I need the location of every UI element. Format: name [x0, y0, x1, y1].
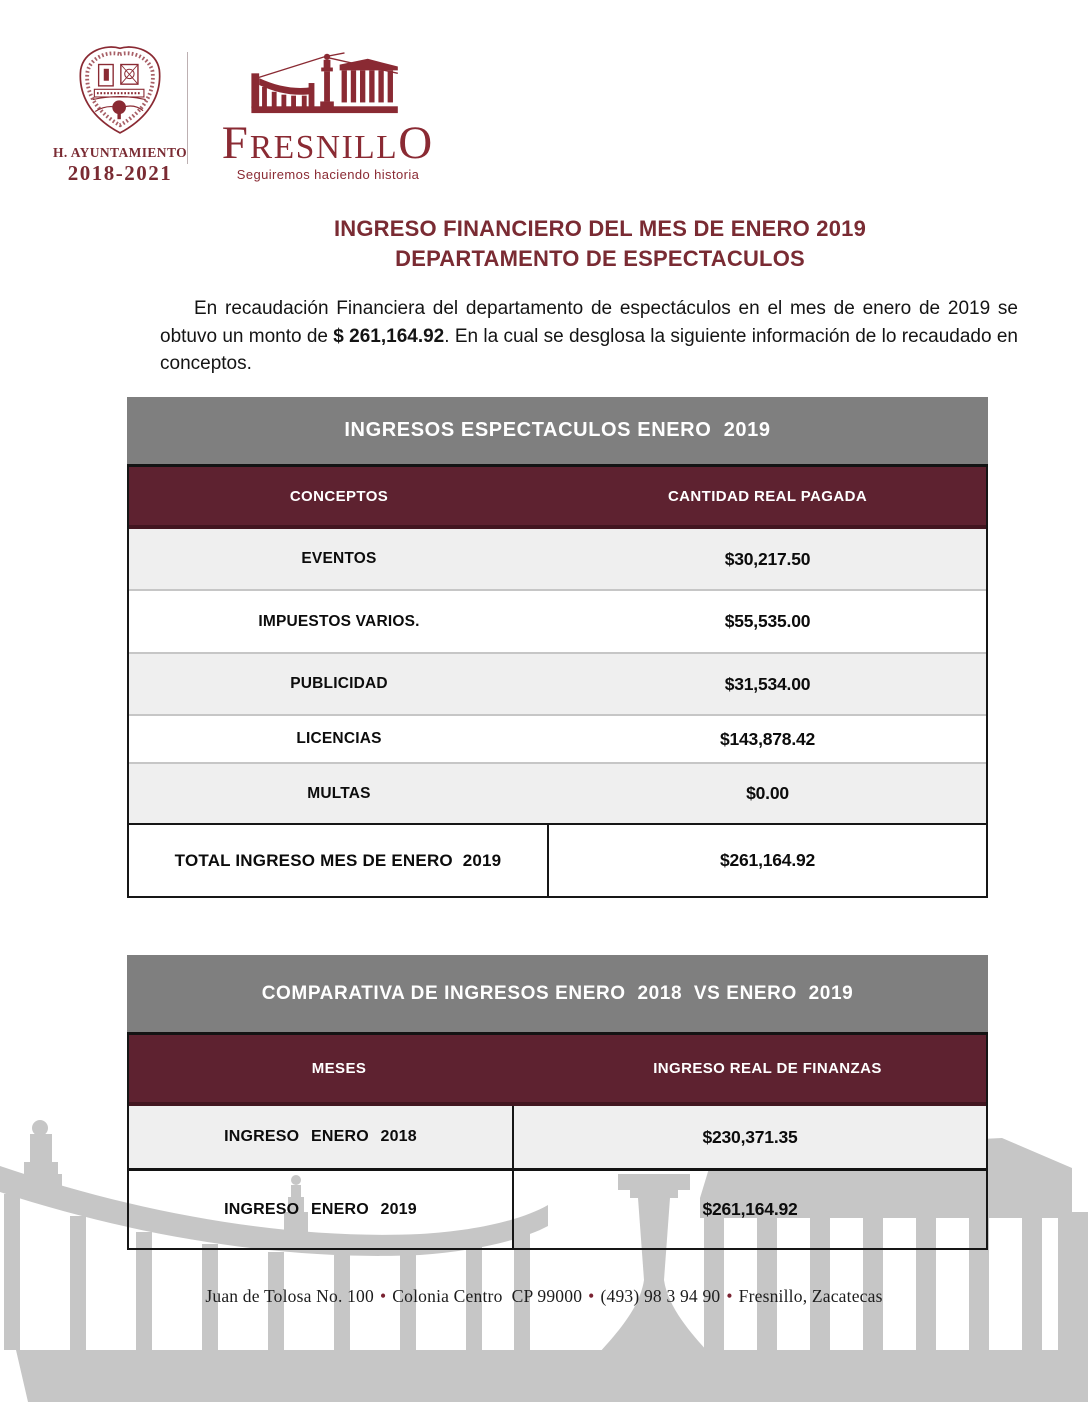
fresnillo-monument-icon: [250, 52, 406, 116]
concept-cell: PUBLICIDAD: [290, 675, 388, 692]
table-row: [129, 1106, 986, 1168]
header-divider-line: [187, 52, 188, 164]
table2-body: [127, 1035, 988, 1250]
footer-street: Juan de Tolosa No. 100: [205, 1286, 374, 1306]
table-row: [129, 1168, 986, 1248]
table1-header-row: [129, 467, 986, 529]
title-line-2: DEPARTAMENTO DE ESPECTACULOS: [395, 246, 805, 271]
intro-text-before: En recaudación Financiera del departamento de espectáculos en el mes de enero de 2019 se obtuvo un monto de: [160, 298, 1018, 347]
table1-col-conceptos: CONCEPTOS: [289, 487, 389, 505]
table1-col-cantidad: CANTIDAD REAL PAGADA: [667, 487, 868, 505]
title-line-1: INGRESO FINANCIERO DEL MES DE ENERO 2019: [333, 216, 867, 241]
table-row: [129, 589, 986, 652]
seal-caption: H. AYUNTAMIENTO: [52, 145, 188, 160]
footer-colonia-cp: Colonia Centro CP 99000: [392, 1286, 583, 1306]
table-row: [129, 652, 986, 714]
table2-header-row: [129, 1035, 986, 1106]
amount-cell: $55,535.00: [724, 611, 811, 631]
municipal-seal-icon: [73, 40, 167, 142]
wordmark-first-letter: F: [221, 117, 250, 169]
concept-cell: LICENCIAS: [296, 730, 382, 747]
logo-tagline: Seguiremos haciendo historia: [236, 167, 420, 183]
intro-paragraph: [160, 295, 1018, 378]
table2-col-meses: MESES: [311, 1060, 367, 1077]
table2-banner: COMPARATIVA DE INGRESOS ENERO 2018 VS ENERO 2019: [127, 955, 988, 1032]
municipal-seal-block: [44, 40, 196, 186]
amount-cell: $143,878.42: [719, 728, 816, 749]
concept-cell: EVENTOS: [301, 550, 377, 567]
amount-cell: $0.00: [746, 783, 789, 803]
fresnillo-logo-block: [206, 52, 450, 182]
amount-cell: $230,371.35: [702, 1126, 798, 1147]
amount-cell: $30,217.50: [724, 548, 811, 569]
footer-phone: (493) 98 3 94 90: [600, 1286, 721, 1306]
intro-amount: $ 261,164.92: [333, 325, 445, 347]
table1-total-row: [129, 823, 986, 896]
total-amount-cell: $261,164.92: [719, 850, 816, 870]
footer-address-line: [0, 1286, 1088, 1307]
footer-bullet-icon: •: [379, 1286, 387, 1306]
month-cell: INGRESO ENERO 2018: [129, 1106, 514, 1168]
table-comparativa-ingresos: [127, 955, 988, 1250]
wordmark-last-letter: O: [398, 117, 435, 169]
intro-text-after: . En la cual se desglosa la siguiente información de lo recaudado en conceptos.: [160, 325, 1018, 374]
table-row: [129, 714, 986, 762]
footer-city: Fresnillo, Zacatecas: [738, 1286, 883, 1306]
table1-banner: INGRESOS ESPECTACULOS ENERO 2019: [127, 397, 988, 464]
footer-bullet-icon: •: [726, 1286, 733, 1306]
concept-cell: MULTAS: [307, 784, 371, 802]
table2-col-ingreso-real: INGRESO REAL DE FINANZAS: [653, 1060, 882, 1077]
footer-bullet-icon: •: [588, 1286, 595, 1306]
table-ingresos-espectaculos: [127, 397, 988, 898]
amount-cell: $31,534.00: [724, 673, 811, 694]
seal-term-years: 2018-2021: [67, 161, 173, 185]
document-title: [110, 214, 1088, 274]
wordmark-middle-letters: RESNILL: [249, 129, 399, 166]
total-label-cell: TOTAL INGRESO MES DE ENERO 2019: [129, 825, 549, 896]
concept-cell: IMPUESTOS VARIOS.: [258, 612, 420, 630]
amount-cell: $261,164.92: [702, 1199, 798, 1219]
fresnillo-wordmark: [206, 117, 450, 169]
month-cell: INGRESO ENERO 2019: [129, 1171, 514, 1248]
table-row: [129, 529, 986, 589]
table1-body: [127, 467, 988, 898]
table-row: [129, 762, 986, 823]
